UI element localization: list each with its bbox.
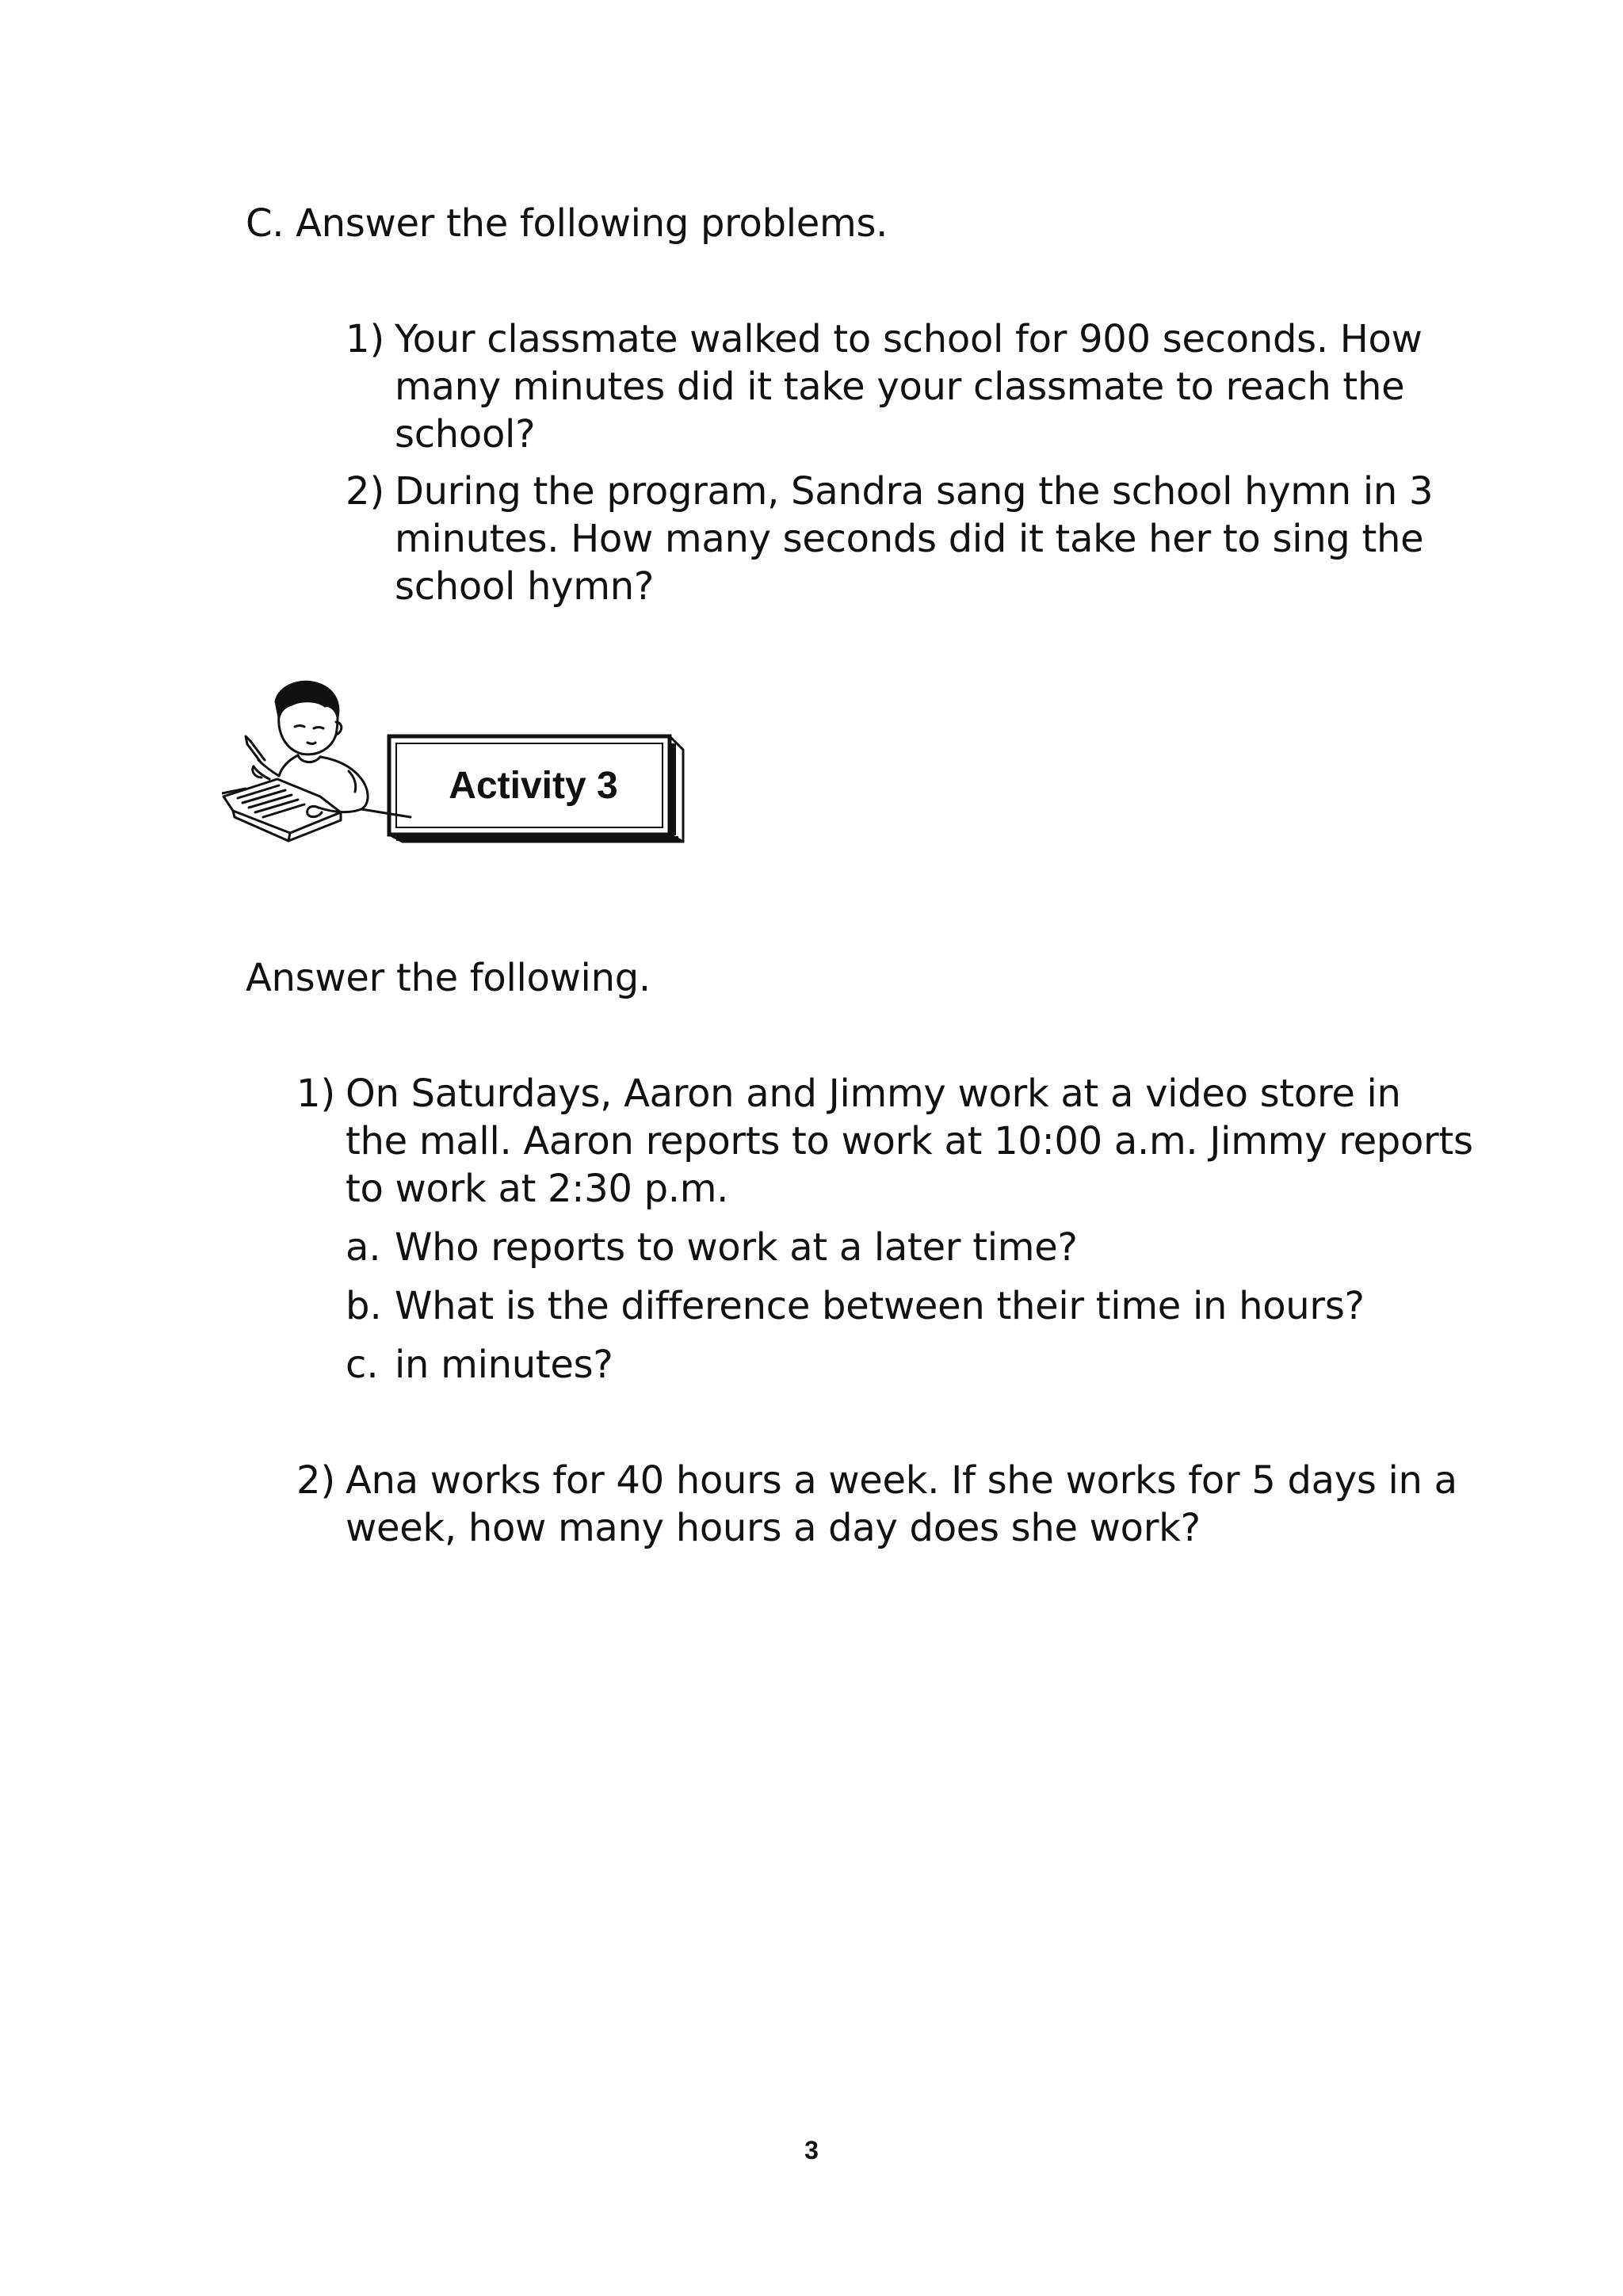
problem-number: 2) (346, 469, 385, 514)
activity-title: Activity 3 (449, 764, 618, 807)
problem-text-line: school hymn? (395, 564, 655, 609)
page-number: 3 (804, 2136, 819, 2164)
subitem-letter: a. (346, 1225, 381, 1270)
problem-text-line: the mall. Aaron reports to work at 10:00 a.m. Jimmy reports (346, 1119, 1473, 1163)
subitem-letter: b. (346, 1284, 382, 1328)
problem-number: 1) (296, 1072, 336, 1116)
section-c-heading: C. Answer the following problems. (246, 201, 888, 246)
subitem-text: Who reports to work at a later time? (395, 1225, 1078, 1270)
problem-text-line: Your classmate walked to school for 900 seconds. How (395, 317, 1423, 361)
problem-text-line: school? (395, 412, 536, 457)
activity-instruction: Answer the following. (246, 956, 651, 1000)
problem-text-line: week, how many hours a day does she work? (346, 1506, 1201, 1550)
problem-number: 1) (346, 317, 385, 361)
problem-text-line: During the program, Sandra sang the school hymn in 3 (395, 469, 1434, 514)
problem-text-line: many minutes did it take your classmate to reach the (395, 365, 1405, 409)
subitem-text: What is the difference between their time in hours? (395, 1284, 1365, 1328)
problem-text-line: On Saturdays, Aaron and Jimmy work at a video store in (346, 1072, 1401, 1116)
problem-number: 2) (296, 1458, 336, 1503)
problem-text-line: Ana works for 40 hours a week. If she works for 5 days in a (346, 1458, 1457, 1503)
problem-text-line: minutes. How many seconds did it take her to sing the (395, 517, 1424, 561)
subitem-text: in minutes? (395, 1343, 613, 1387)
boy-writing-illustration (222, 678, 412, 848)
subitem-letter: c. (346, 1343, 379, 1387)
problem-text-line: to work at 2:30 p.m. (346, 1167, 729, 1211)
